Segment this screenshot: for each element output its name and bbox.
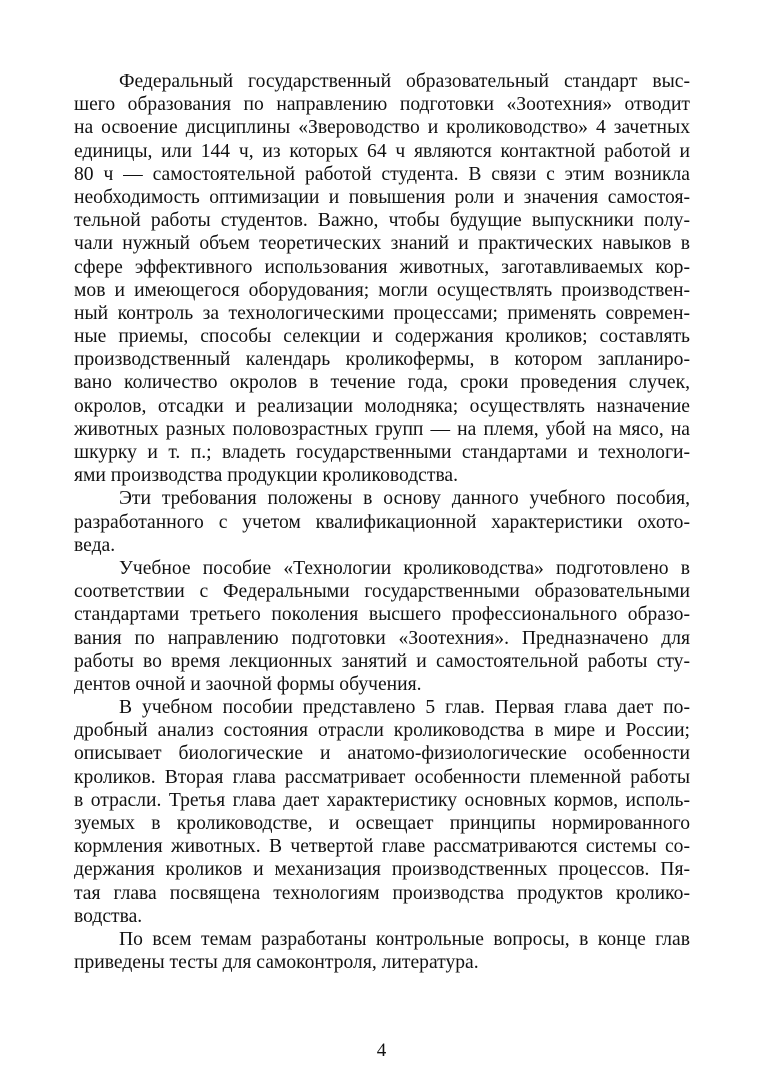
- text-line: кормления животных. В четвертой главе рассматриваются системы со-: [74, 836, 690, 858]
- text-line: мов и имеющегося оборудования; могли осуществлять производствен-: [74, 279, 690, 301]
- text-line: вания по направлению подготовки «Зоотехния». Предназначено для: [74, 627, 690, 649]
- text-line: шего образования по направлению подготовки «Зоотехния» отводит: [74, 94, 690, 116]
- text-line: дробный анализ состояния отрасли кролиководства в мире и России;: [74, 720, 690, 742]
- text-line: держания кроликов и механизация производственных процессов. Пя-: [74, 859, 690, 881]
- text-line: соответствии с Федеральными государственными образовательными: [74, 581, 690, 603]
- text-line: дентов очной и заочной формы обучения.: [74, 673, 422, 695]
- text-line: необходимость оптимизации и повышения роли и значения самостоя-: [74, 186, 690, 208]
- text-line: в отрасли. Третья глава дает характеристику основных кормов, исполь-: [74, 789, 690, 811]
- text-line: водства.: [74, 905, 143, 927]
- paragraph: [74, 557, 690, 696]
- text-line: работы во время лекционных занятий и самостоятельной работы сту-: [74, 650, 690, 672]
- text-line: По всем темам разработаны контрольные вопросы, в конце глав: [119, 928, 690, 950]
- text-line: ный контроль за технологическими процессами; применять современ-: [74, 302, 690, 324]
- text-line: вано количество окролов в течение года, сроки проведения случек,: [74, 372, 690, 394]
- text-line: ные приемы, способы селекции и содержания кроликов; составлять: [74, 326, 690, 348]
- text-line: 80 ч — самостоятельной работой студента. В связи с этим возникла: [74, 163, 690, 185]
- text-line: окролов, отсадки и реализации молодняка; осуществлять назначение: [74, 395, 690, 417]
- text-line: разработанного с учетом квалификационной характеристики охото-: [74, 511, 690, 533]
- text-line: шкурку и т. п.; владеть государственными стандартами и технологи-: [74, 442, 690, 463]
- text-line: ями производства продукции кролиководства.: [74, 465, 459, 487]
- page-number: 4: [376, 1040, 387, 1061]
- text-line: веда.: [74, 534, 116, 556]
- text-line: тельной работы студентов. Важно, чтобы будущие выпускники полу-: [74, 210, 690, 232]
- text-line: стандартами третьего поколения высшего профессионального образо-: [74, 604, 690, 626]
- paragraph: [74, 70, 690, 487]
- text-line: чали нужный объем теоретических знаний и практических навыков в: [74, 233, 690, 255]
- text-line: животных разных половозрастных групп — на племя, убой на мясо, на: [74, 418, 690, 440]
- text-line: производственный календарь кроликофермы, в котором запланиро-: [74, 349, 690, 371]
- page-body: [74, 70, 690, 974]
- text-line: кроликов. Вторая глава рассматривает особенности племенной работы: [74, 766, 690, 788]
- paragraph: [74, 487, 690, 557]
- text-line: единицы, или 144 ч, из которых 64 ч являются контактной работой и: [74, 140, 690, 162]
- text-line: Учебное пособие «Технологии кролиководства» подготовлено в: [119, 557, 690, 579]
- text-line: сфере эффективного использования животных, заготавливаемых кор-: [74, 256, 690, 278]
- paragraph: [74, 928, 690, 974]
- text-line: Эти требования положены в основу данного учебного пособия,: [119, 488, 690, 510]
- text-line: описывает биологические и анатомо-физиологические особенности: [74, 743, 690, 765]
- text-line: тая глава посвящена технологиям производства продуктов кролико-: [74, 882, 690, 904]
- text-line: В учебном пособии представлено 5 глав. Первая глава дает по-: [119, 697, 690, 719]
- text-line: Федеральный государственный образовательный стандарт выс-: [119, 71, 690, 92]
- text-line: зуемых в кролиководстве, и освещает принципы нормированного: [74, 813, 690, 834]
- text-line: на освоение дисциплины «Звероводство и кролиководство» 4 зачетных: [74, 117, 690, 139]
- paragraph: [74, 696, 690, 928]
- text-line: приведены тесты для самоконтроля, литература.: [74, 952, 479, 974]
